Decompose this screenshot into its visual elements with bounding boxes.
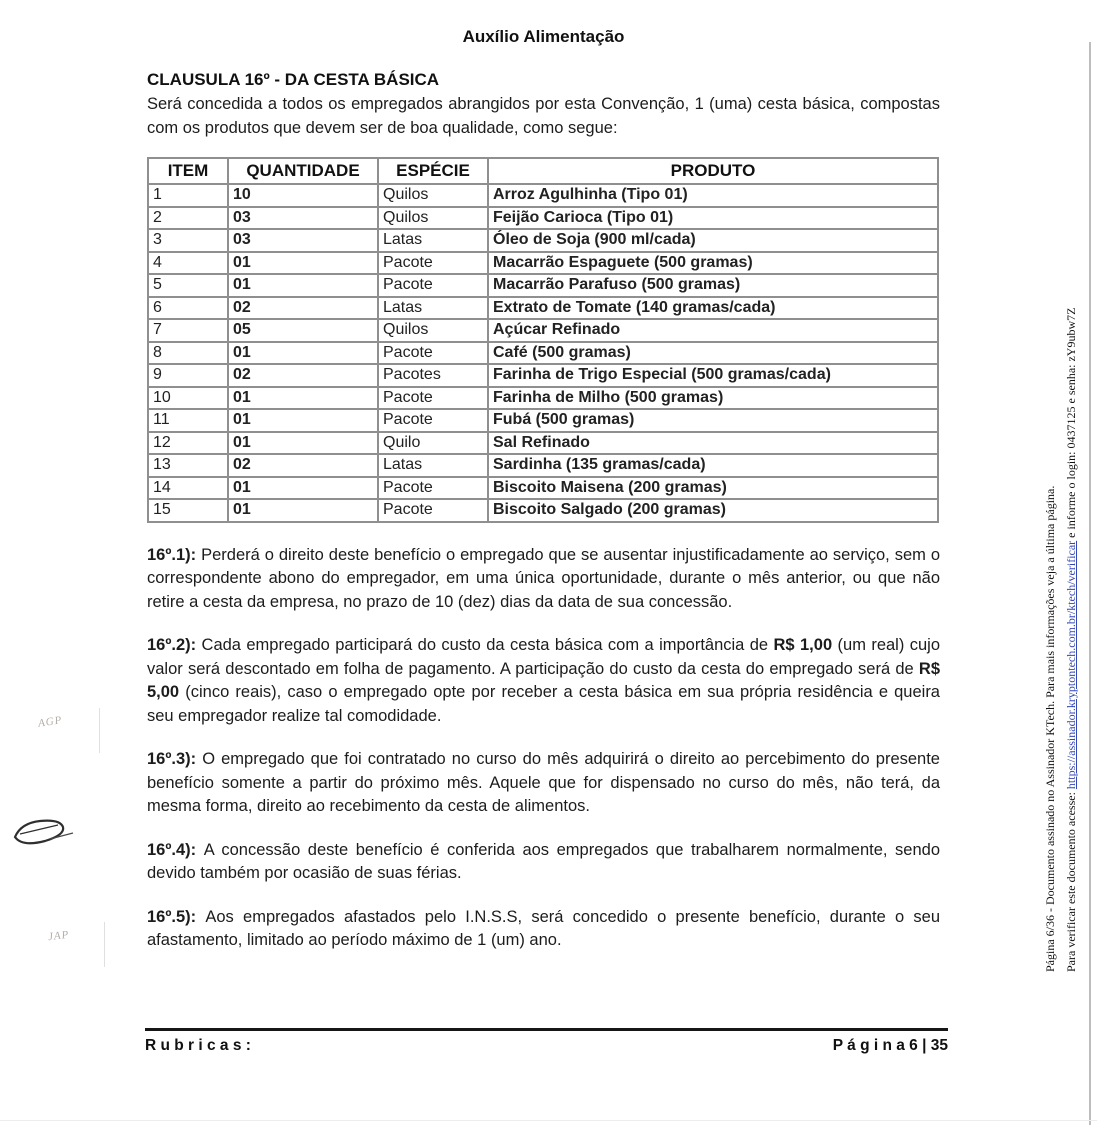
- item-cell: 5: [148, 274, 228, 297]
- table-row: [148, 297, 938, 320]
- product-cell: Macarrão Parafuso (500 gramas): [488, 274, 938, 297]
- quantity-cell: 01: [228, 342, 378, 365]
- table-row: [148, 252, 938, 275]
- intro-paragraph: Será concedida a todos os empregados abrangidos por esta Convenção, 1 (uma) cesta básica, compostas com os produtos que devem ser de boa qualidade, como segue:: [147, 95, 940, 137]
- quantity-cell: 02: [228, 297, 378, 320]
- table-row: [148, 454, 938, 477]
- paragraph-16-1: 16º.1): Perderá o direito deste benefício o empregado que se ausentar injustificadamente ao serviço, sem o correspondente abono do empregador, em uma única oportunidade, durante o mês anterior, ou que não retire a cesta da empresa, no prazo de 10 (dez) dias da data de sua concessão.: [147, 545, 940, 611]
- table-row: [148, 364, 938, 387]
- column-header-item: ITEM: [148, 158, 228, 184]
- product-cell: Café (500 gramas): [488, 342, 938, 365]
- handwritten-initials-jap: JAP: [47, 928, 70, 944]
- product-cell: Fubá (500 gramas): [488, 409, 938, 432]
- quantity-cell: 01: [228, 252, 378, 275]
- table-row: [148, 229, 938, 252]
- quantity-cell: 01: [228, 387, 378, 410]
- species-cell: Pacote: [378, 342, 488, 365]
- quantity-cell: 03: [228, 229, 378, 252]
- paragraph-16-3: 16º.3): O empregado que foi contratado no curso do mês adquirirá o direito ao percebimento do presente benefício somente a partir do próximo mês. Aquele que for dispensado no curso do mês, não terá, da mesma forma, direito ao recebimento da cesta de alimentos.: [147, 750, 940, 815]
- product-cell: Farinha de Trigo Especial (500 gramas/cada): [488, 364, 938, 387]
- product-cell: Sardinha (135 gramas/cada): [488, 454, 938, 477]
- page-edge-line: [1089, 42, 1091, 1125]
- paragraph-16-4: 16º.4): A concessão deste benefício é conferida aos empregados que trabalharem normalmente, sendo devido também por ocasião de suas férias.: [147, 840, 940, 882]
- species-cell: Pacotes: [378, 364, 488, 387]
- page-bottom-edge: [0, 1120, 1097, 1121]
- quantity-cell: 01: [228, 432, 378, 455]
- species-cell: Pacote: [378, 274, 488, 297]
- table-row: [148, 432, 938, 455]
- page-number: P á g i n a 6 | 35: [832, 1037, 948, 1054]
- product-cell: Feijão Carioca (Tipo 01): [488, 207, 938, 230]
- basket-table: [147, 157, 939, 523]
- item-cell: 3: [148, 229, 228, 252]
- quantity-cell: 03: [228, 207, 378, 230]
- item-cell: 7: [148, 319, 228, 342]
- page-footer: [145, 1028, 948, 1055]
- table-row: [148, 207, 938, 230]
- table-row: [148, 342, 938, 365]
- table-row: [148, 409, 938, 432]
- product-cell: Biscoito Maisena (200 gramas): [488, 477, 938, 500]
- handwritten-initials-agp: AGP: [37, 714, 64, 730]
- species-cell: Latas: [378, 229, 488, 252]
- document-content: [147, 0, 940, 953]
- table-row: [148, 274, 938, 297]
- quantity-cell: 02: [228, 364, 378, 387]
- item-cell: 1: [148, 184, 228, 207]
- product-cell: Macarrão Espaguete (500 gramas): [488, 252, 938, 275]
- product-cell: Óleo de Soja (900 ml/cada): [488, 229, 938, 252]
- page-title: Auxílio Alimentação: [462, 27, 625, 46]
- paragraph-16-5: 16º.5): Aos empregados afastados pelo I.N.S.S, será concedido o presente benefício, durante o seu afastamento, limitado ao período máximo de 1 (um) ano.: [147, 907, 940, 949]
- product-cell: Arroz Agulhinha (Tipo 01): [488, 184, 938, 207]
- table-header-row: [148, 158, 938, 184]
- verification-text: Para verificar este documento acesse: https://assinador.kryptontech.com.br/ktech/verificar e informe o login: 0437125 e senha: zY9ubw7Z: [1064, 307, 1078, 972]
- species-cell: Latas: [378, 297, 488, 320]
- item-cell: 15: [148, 499, 228, 522]
- quantity-cell: 01: [228, 274, 378, 297]
- species-cell: Quilo: [378, 432, 488, 455]
- handwritten-signature-scribble: [8, 812, 76, 855]
- table-row: [148, 477, 938, 500]
- rubricas-label: R u b r i c a s :: [145, 1037, 251, 1054]
- basket-table-body: [148, 184, 938, 522]
- quantity-cell: 01: [228, 477, 378, 500]
- column-header-quantity: QUANTIDADE: [228, 158, 378, 184]
- species-cell: Quilos: [378, 319, 488, 342]
- quantity-cell: 02: [228, 454, 378, 477]
- verification-link[interactable]: https://assinador.kryptontech.com.br/ktech/verificar: [1064, 540, 1078, 790]
- product-cell: Açúcar Refinado: [488, 319, 938, 342]
- product-cell: Biscoito Salgado (200 gramas): [488, 499, 938, 522]
- table-row: [148, 319, 938, 342]
- product-cell: Sal Refinado: [488, 432, 938, 455]
- table-row: [148, 499, 938, 522]
- paragraph-16-2: 16º.2): Cada empregado participará do custo da cesta básica com a importância de R$ 1,00 (um real) cujo valor será descontado em folha de pagamento. A participação do custo da cesta do empregado será de R$ 5,00 (cinco reais), caso o empregado opte por receber a cesta básica em sua própria residência e queira seu empregador realize tal comodidade.: [147, 636, 941, 725]
- clause-heading: CLAUSULA 16º - DA CESTA BÁSICA: [147, 70, 440, 89]
- item-cell: 6: [148, 297, 228, 320]
- species-cell: Pacote: [378, 252, 488, 275]
- species-cell: Pacote: [378, 387, 488, 410]
- species-cell: Quilos: [378, 207, 488, 230]
- product-cell: Extrato de Tomate (140 gramas/cada): [488, 297, 938, 320]
- species-cell: Latas: [378, 454, 488, 477]
- table-row: [148, 184, 938, 207]
- species-cell: Pacote: [378, 409, 488, 432]
- quantity-cell: 05: [228, 319, 378, 342]
- quantity-cell: 10: [228, 184, 378, 207]
- scan-fold-mark: [99, 708, 100, 753]
- signature-sidebar: [1040, 127, 1082, 972]
- item-cell: 9: [148, 364, 228, 387]
- item-cell: 4: [148, 252, 228, 275]
- item-cell: 8: [148, 342, 228, 365]
- signature-info-text: Página 6/36 - Documento assinado no Assinador KTech. Para mais informações veja a última página.: [1043, 485, 1057, 972]
- species-cell: Pacote: [378, 477, 488, 500]
- species-cell: Quilos: [378, 184, 488, 207]
- quantity-cell: 01: [228, 499, 378, 522]
- item-cell: 14: [148, 477, 228, 500]
- quantity-cell: 01: [228, 409, 378, 432]
- item-cell: 11: [148, 409, 228, 432]
- table-row: [148, 387, 938, 410]
- item-cell: 10: [148, 387, 228, 410]
- item-cell: 13: [148, 454, 228, 477]
- item-cell: 12: [148, 432, 228, 455]
- species-cell: Pacote: [378, 499, 488, 522]
- column-header-species: ESPÉCIE: [378, 158, 488, 184]
- product-cell: Farinha de Milho (500 gramas): [488, 387, 938, 410]
- column-header-product: PRODUTO: [488, 158, 938, 184]
- scan-fold-mark: [104, 922, 105, 967]
- item-cell: 2: [148, 207, 228, 230]
